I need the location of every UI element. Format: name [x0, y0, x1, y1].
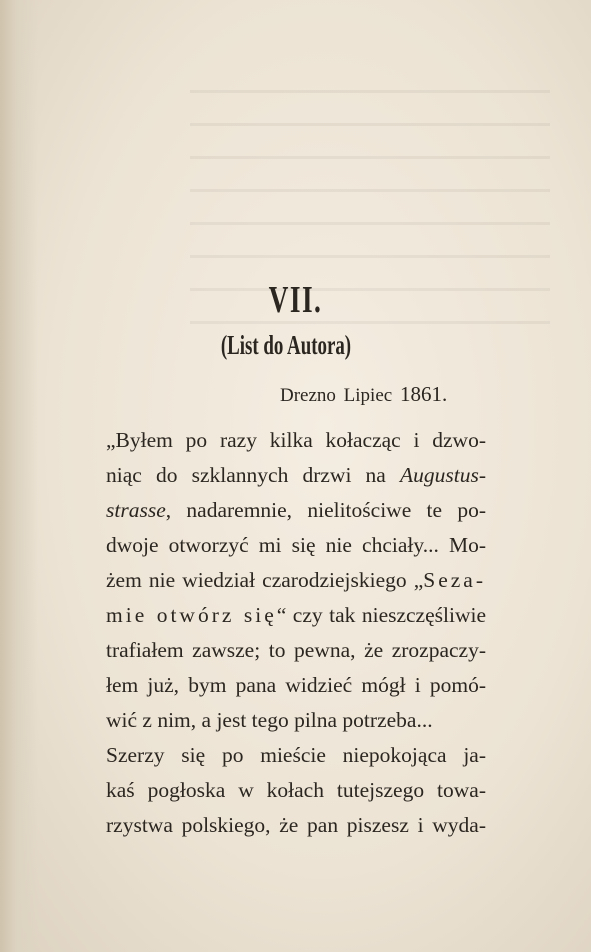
text-segment: Szerzy się po mieście niepokojąca ja-	[106, 743, 486, 767]
letter-place-date: Drezno Lipiec	[280, 385, 393, 406]
text-line	[106, 458, 486, 493]
text-segment: rzystwa polskiego, że pan piszesz i wyda-	[106, 813, 486, 837]
text-segment: żem nie wiedział czarodziejskiego „	[106, 568, 424, 592]
text-line	[106, 633, 486, 668]
text-line	[106, 773, 486, 808]
text-segment: kaś pogłoska w kołach tutejszego towa-	[106, 778, 486, 802]
text-segment: łem już, bym pana widzieć mógł i pomó-	[106, 673, 486, 697]
text-segment: mie otwórz się	[106, 603, 277, 627]
text-line	[106, 493, 486, 528]
text-segment: , nadaremnie, nielitościwe te po-	[165, 498, 486, 522]
letter-year: 1861.	[399, 382, 448, 406]
chapter-subtitle: (List do Autora)	[220, 330, 352, 360]
page-gutter-shadow	[0, 0, 38, 952]
text-segment: niąc do szklannych drzwi na	[106, 463, 400, 487]
text-segment: Seza-	[423, 568, 486, 592]
text-line	[106, 668, 486, 703]
chapter-number: VII.	[268, 279, 323, 321]
text-line	[106, 808, 486, 843]
text-segment: „Byłem po razy kilka kołacząc i dzwo-	[106, 428, 486, 452]
letter-dateline	[280, 382, 480, 407]
text-line	[106, 563, 486, 598]
text-line	[106, 598, 486, 633]
text-segment: strasse	[106, 498, 166, 522]
text-segment: dwoje otworzyć mi się nie chciały... Mo-	[106, 533, 486, 557]
text-segment: Augustus-	[400, 463, 486, 487]
text-line	[106, 528, 486, 563]
text-line	[106, 423, 486, 458]
text-line	[106, 703, 486, 738]
letter-body	[106, 423, 486, 843]
text-line	[106, 738, 486, 773]
text-segment: wić z nim, a jest tego pilna potrzeba...	[106, 708, 433, 732]
text-segment: “ czy tak nieszczęśliwie	[276, 603, 487, 627]
text-segment: trafiałem zawsze; to pewna, że zrozpaczy-	[106, 638, 486, 662]
